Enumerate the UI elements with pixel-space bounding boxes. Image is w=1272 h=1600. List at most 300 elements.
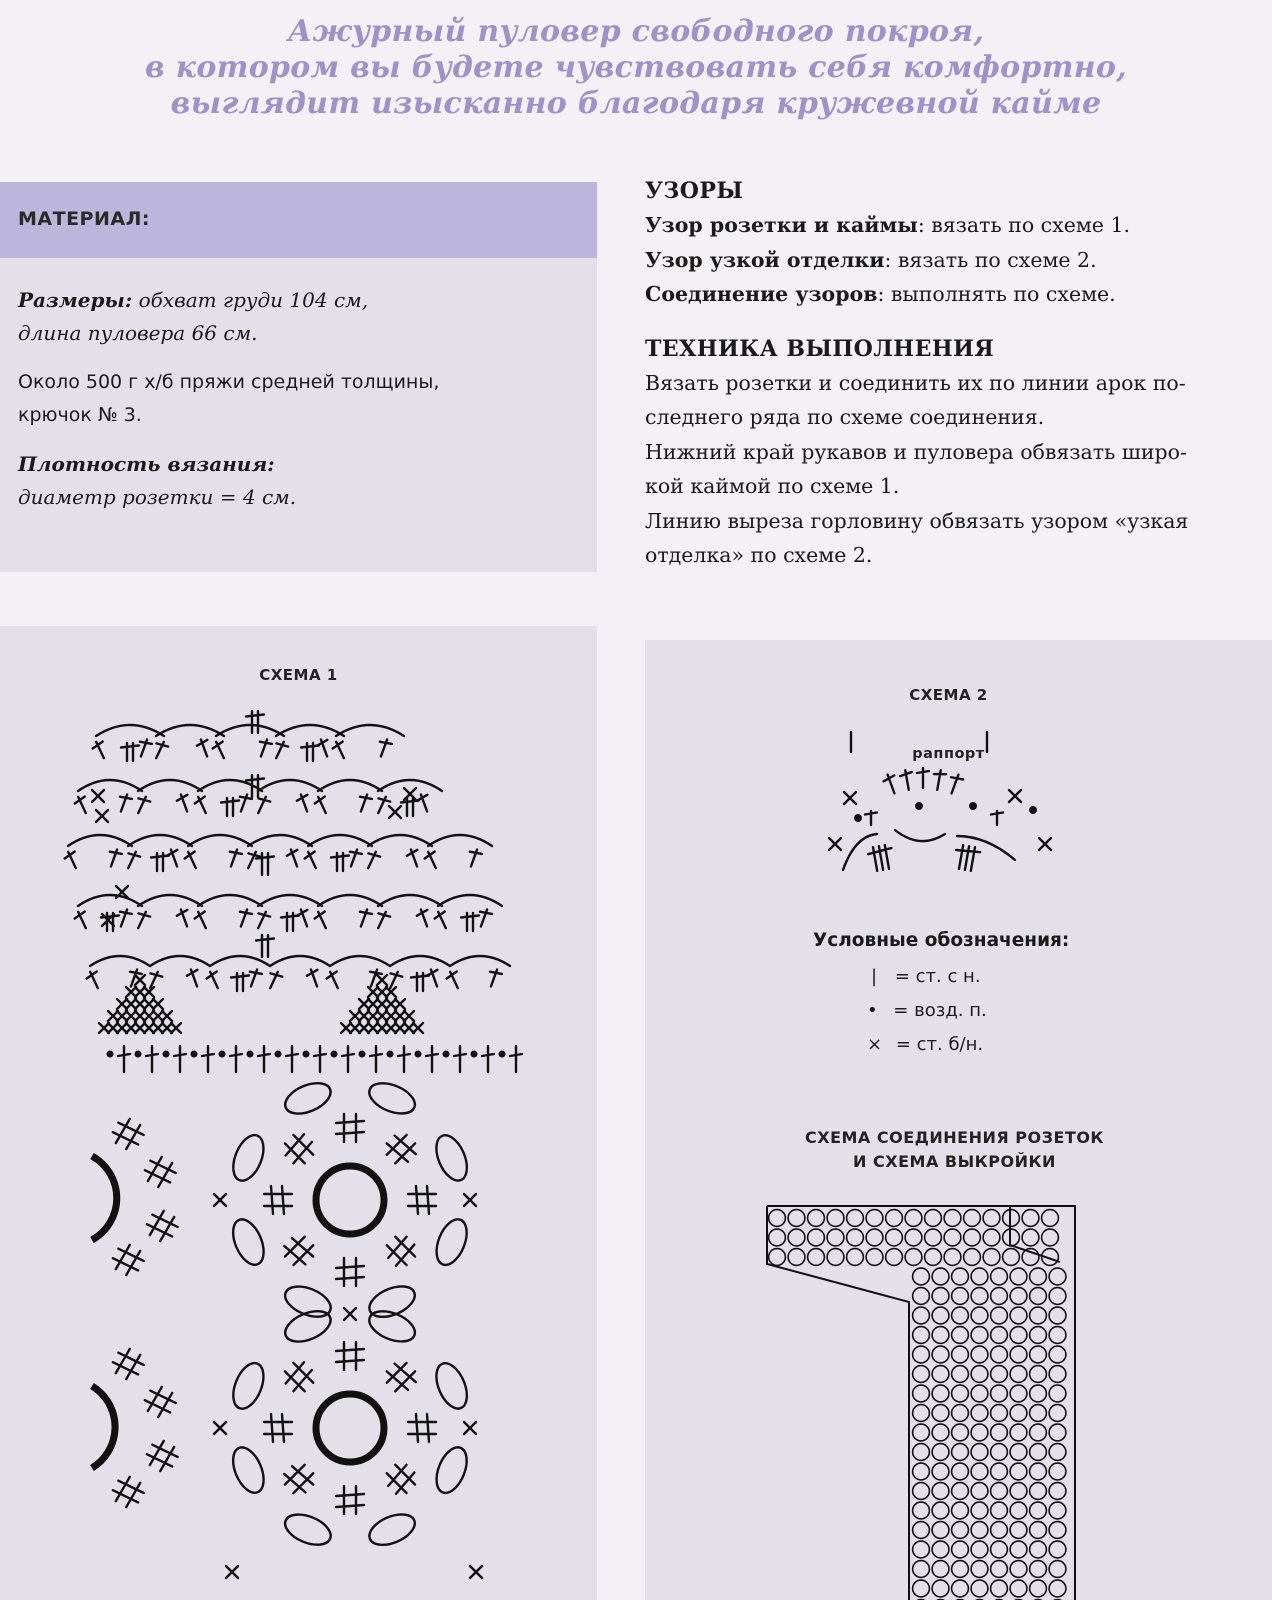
double-crochet-symbol xyxy=(246,711,264,733)
rosette-cell xyxy=(932,1268,949,1285)
single-crochet-symbol xyxy=(404,1023,414,1033)
rosette-cell xyxy=(1049,1385,1066,1402)
single-crochet-symbol xyxy=(153,1011,163,1021)
rosette-cell xyxy=(1010,1424,1027,1441)
single-crochet-symbol xyxy=(377,975,387,985)
sizes-paragraph xyxy=(18,284,579,350)
double-crochet-symbol xyxy=(230,1046,242,1072)
double-crochet-symbol xyxy=(235,792,252,813)
chain-symbol xyxy=(247,1051,254,1058)
rosette-ring xyxy=(316,1166,384,1234)
double-crochet-symbol xyxy=(286,1046,298,1072)
rosette-cell xyxy=(1030,1522,1047,1539)
rosette-cell xyxy=(932,1463,949,1480)
sizes-label: Размеры: xyxy=(18,288,133,312)
double-crochet-symbol xyxy=(73,794,91,815)
single-crochet-symbol xyxy=(99,1023,109,1033)
single-crochet-symbol xyxy=(350,1011,360,1021)
single-crochet-symbol xyxy=(108,1011,118,1021)
rosette-cell xyxy=(971,1424,988,1441)
single-crochet-symbol xyxy=(344,1308,356,1320)
yarn-paragraph xyxy=(18,366,579,432)
double-crochet-symbol xyxy=(295,792,312,813)
rosette-cell xyxy=(913,1424,930,1441)
pattern-text: : вязать по схеме 2. xyxy=(884,247,1097,272)
rosette-cell xyxy=(991,1327,1008,1344)
double-crochet-symbol xyxy=(133,794,151,815)
rosette-cell xyxy=(905,1229,922,1246)
rosette-cell xyxy=(913,1307,930,1324)
rosette-cell xyxy=(991,1502,1008,1519)
gauge-label: Плотность вязания: xyxy=(18,452,275,476)
chain-arc-symbol xyxy=(138,780,202,791)
petal-arc-symbol xyxy=(281,1077,335,1120)
double-crochet-symbol xyxy=(225,847,242,868)
petal-arc-symbol xyxy=(365,1508,419,1551)
rosette-cell xyxy=(971,1307,988,1324)
double-crochet-symbol xyxy=(375,737,392,758)
rosette-cell xyxy=(932,1366,949,1383)
double-crochet-symbol xyxy=(345,847,362,868)
headline-line-2: в котором вы будете чувствовать себя комфортно, xyxy=(145,50,1127,85)
cluster-symbol xyxy=(408,1186,436,1214)
rosette-cell xyxy=(952,1522,969,1539)
cluster-symbol xyxy=(109,1473,147,1511)
petal-arc-symbol xyxy=(365,1305,419,1347)
rosette-cell xyxy=(1010,1463,1027,1480)
rosette-cell xyxy=(886,1210,903,1227)
cluster-symbol xyxy=(109,1345,147,1383)
legend-text: = ст. с н. xyxy=(894,966,981,987)
rosette-cell xyxy=(991,1522,1008,1539)
rosette-cell xyxy=(932,1444,949,1461)
rosette-cell xyxy=(1049,1424,1066,1441)
legend-symbol: × xyxy=(867,1034,883,1055)
rosette-cell xyxy=(971,1463,988,1480)
chain-arc-symbol xyxy=(198,895,262,906)
single-crochet-symbol xyxy=(404,1011,414,1021)
double-crochet-symbol xyxy=(85,969,103,990)
technique-line: Нижний край рукавов и пуловера обвязать широ- xyxy=(645,439,1187,464)
rosette-cell xyxy=(971,1444,988,1461)
cluster-symbol xyxy=(381,1459,421,1499)
technique-line: следнего ряда по схеме соединения. xyxy=(645,405,1045,429)
rosette-cell xyxy=(925,1229,942,1246)
rosette-cell xyxy=(991,1268,1008,1285)
single-crochet-symbol xyxy=(126,1011,136,1021)
rosette-cell xyxy=(991,1307,1008,1324)
chain-arc-symbol xyxy=(318,780,382,791)
rosette-cell xyxy=(952,1288,969,1305)
cluster-symbol xyxy=(141,1153,179,1191)
cluster-symbol xyxy=(109,1241,147,1279)
single-crochet-symbol xyxy=(92,790,104,802)
double-crochet-symbol xyxy=(211,739,229,760)
cluster-symbol xyxy=(381,1357,421,1397)
rosette-cell xyxy=(1010,1405,1027,1422)
rosette-cell xyxy=(769,1210,786,1227)
rosette-cell xyxy=(1030,1541,1047,1558)
headline-line-3: выглядит изысканно благодаря кружевной кайме xyxy=(170,86,1102,121)
rosette-cell xyxy=(952,1424,969,1441)
material-box xyxy=(0,182,597,572)
rosette-cell xyxy=(971,1327,988,1344)
rosette-cell xyxy=(1010,1541,1027,1558)
rosette-cell xyxy=(769,1249,786,1266)
petal-arc-symbol xyxy=(281,1305,335,1348)
rosette-cell xyxy=(971,1522,988,1539)
rosette-cell xyxy=(932,1307,949,1324)
cluster-symbol xyxy=(109,1115,147,1153)
rosette-cell xyxy=(1049,1405,1066,1422)
single-crochet-symbol xyxy=(117,1011,127,1021)
rosette-cell xyxy=(1030,1268,1047,1285)
sizes-text-1: обхват груди 104 см, xyxy=(132,288,369,312)
cluster-symbol xyxy=(264,1186,292,1214)
cluster-symbol xyxy=(143,1207,181,1245)
pattern-item-3 xyxy=(645,277,1257,312)
cluster-symbol xyxy=(381,1231,421,1271)
single-crochet-symbol xyxy=(144,1011,154,1021)
chain-arc-symbol xyxy=(216,725,284,736)
rosette-cell xyxy=(971,1288,988,1305)
rosette-cell xyxy=(808,1249,825,1266)
double-crochet-symbol xyxy=(118,1046,130,1072)
gauge-paragraph xyxy=(18,448,579,514)
rosette-cell xyxy=(925,1249,942,1266)
rosette-cell xyxy=(932,1346,949,1363)
scheme-2-panel xyxy=(645,640,1272,1600)
double-crochet-symbol xyxy=(205,969,223,990)
single-crochet-symbol xyxy=(395,1023,405,1033)
chain-symbol xyxy=(163,1051,170,1058)
chain-symbol xyxy=(135,1051,142,1058)
chain-symbol xyxy=(191,1051,198,1058)
rosette-cell xyxy=(847,1210,864,1227)
petal-arc-symbol xyxy=(430,1359,473,1413)
rosette-cell xyxy=(991,1463,1008,1480)
rosette-cell xyxy=(1030,1327,1047,1344)
sizes-text-2: длина пуловера 66 см. xyxy=(18,321,258,345)
rosette-cell xyxy=(952,1366,969,1383)
double-crochet-symbol xyxy=(331,853,349,871)
chain-arc-symbol xyxy=(78,895,142,906)
chain-symbol xyxy=(107,1051,114,1058)
single-crochet-symbol xyxy=(153,1023,163,1033)
pattern-label: Соединение узоров xyxy=(645,282,878,306)
rosette-cell xyxy=(952,1268,969,1285)
rosette-cell xyxy=(991,1424,1008,1441)
rosette-cell xyxy=(1049,1502,1066,1519)
rosette-cell xyxy=(925,1210,942,1227)
chain-arc-symbol xyxy=(270,956,330,966)
rosette-cell xyxy=(1030,1385,1047,1402)
rosette-cell xyxy=(1010,1502,1027,1519)
rosette-cell xyxy=(932,1502,949,1519)
double-crochet-symbol xyxy=(255,737,272,758)
rosette-cell xyxy=(952,1327,969,1344)
double-crochet-symbol xyxy=(315,737,332,758)
double-crochet-symbol xyxy=(115,792,132,813)
single-crochet-symbol xyxy=(144,987,154,997)
material-title: МАТЕРИАЛ: xyxy=(0,182,597,258)
single-crochet-symbol xyxy=(226,1566,238,1578)
yarn-line-2: крючок № 3. xyxy=(18,404,142,426)
rosette-cell xyxy=(1049,1463,1066,1480)
pattern-item-1 xyxy=(645,208,1257,243)
double-crochet-symbol xyxy=(183,849,201,870)
rosette-cell xyxy=(932,1580,949,1597)
rosette-cell xyxy=(905,1249,922,1266)
rosette-cell xyxy=(1030,1483,1047,1500)
rosette-cell xyxy=(1030,1307,1047,1324)
single-crochet-symbol xyxy=(162,1011,172,1021)
single-crochet-symbol xyxy=(395,1011,405,1021)
rosette-cell xyxy=(1030,1424,1047,1441)
scheme-1-title: СХЕМА 1 xyxy=(259,666,338,684)
double-crochet-symbol xyxy=(123,849,141,870)
rosette-cell xyxy=(964,1210,981,1227)
rosette-cell xyxy=(932,1424,949,1441)
rosette-cell xyxy=(866,1229,883,1246)
rosette-cell xyxy=(913,1580,930,1597)
chain-symbol xyxy=(331,1051,338,1058)
rosette-cell xyxy=(886,1249,903,1266)
rosette-cell xyxy=(971,1541,988,1558)
rosette-cell xyxy=(1010,1580,1027,1597)
double-crochet-symbol xyxy=(405,847,422,868)
rosette-cell xyxy=(1030,1561,1047,1578)
double-crochet-symbol xyxy=(146,1046,158,1072)
rosette-cell xyxy=(788,1249,805,1266)
pattern-text: : выполнять по схеме. xyxy=(877,282,1116,306)
cluster-symbol xyxy=(336,1114,364,1142)
cluster-symbol xyxy=(141,1383,179,1421)
chain-arc-symbol xyxy=(450,956,510,966)
chain-symbol xyxy=(471,1051,478,1058)
rosette-cell xyxy=(1049,1580,1066,1597)
rosette-cell xyxy=(964,1229,981,1246)
double-crochet-symbol xyxy=(265,969,283,990)
rosette-cell xyxy=(964,1249,981,1266)
rosette-cell xyxy=(847,1249,864,1266)
rosette-cell xyxy=(932,1561,949,1578)
chain-arc-symbol xyxy=(378,895,442,906)
rosette-cell xyxy=(808,1210,825,1227)
double-crochet-symbol xyxy=(235,907,252,928)
double-crochet-symbol xyxy=(271,739,289,760)
double-crochet-symbol xyxy=(370,1046,382,1072)
rosette-cell xyxy=(866,1210,883,1227)
single-crochet-symbol xyxy=(377,1023,387,1033)
rosette-cell xyxy=(1049,1327,1066,1344)
rosette-cell xyxy=(1010,1327,1027,1344)
double-crochet-symbol xyxy=(231,973,249,991)
chain-arc-symbol xyxy=(90,956,150,966)
legend-text: = возд. п. xyxy=(893,1000,987,1021)
rosette-cell xyxy=(847,1229,864,1246)
rosette-cell xyxy=(971,1346,988,1363)
double-crochet-symbol xyxy=(281,913,299,931)
rosette-cell xyxy=(1049,1366,1066,1383)
rosette-cell xyxy=(1010,1346,1027,1363)
chain-symbol xyxy=(387,1051,394,1058)
double-crochet-symbol xyxy=(256,935,274,957)
chain-arc-symbol xyxy=(378,780,442,791)
single-crochet-symbol xyxy=(386,1023,396,1033)
rosette-cell xyxy=(827,1229,844,1246)
double-crochet-symbol xyxy=(243,849,261,870)
single-crochet-symbol xyxy=(341,1023,351,1033)
rosette-cell xyxy=(952,1444,969,1461)
double-crochet-symbol xyxy=(193,794,211,815)
petal-arc-symbol xyxy=(365,1280,419,1323)
legend-text: = ст. б/н. xyxy=(895,1034,984,1055)
petal-arc-symbol xyxy=(430,1131,473,1185)
single-crochet-symbol xyxy=(350,1023,360,1033)
chain-arc-symbol xyxy=(330,956,390,966)
double-crochet-symbol xyxy=(454,1046,466,1072)
rosette-cell xyxy=(971,1366,988,1383)
rosette-cell xyxy=(983,1210,1000,1227)
rosette-cell xyxy=(932,1327,949,1344)
technique-title: ТЕХНИКА ВЫПОЛНЕНИЯ xyxy=(645,335,995,362)
rosette-cell xyxy=(1010,1366,1027,1383)
chain-arc-symbol xyxy=(438,895,502,906)
rosette-cell xyxy=(1022,1229,1039,1246)
double-crochet-symbol xyxy=(331,739,349,760)
pattern-label: Узор узкой отделки xyxy=(645,247,885,272)
double-crochet-symbol xyxy=(133,909,151,930)
legend-symbol: • xyxy=(867,1000,878,1021)
chain-arc-symbol xyxy=(318,895,382,906)
double-crochet-symbol xyxy=(415,792,432,813)
chain-symbol xyxy=(499,1051,506,1058)
cluster-symbol xyxy=(279,1231,319,1271)
double-crochet-symbol xyxy=(151,853,169,871)
rosette-cell xyxy=(952,1483,969,1500)
rosette-cell xyxy=(991,1346,1008,1363)
single-crochet-symbol xyxy=(117,1023,127,1033)
single-crochet-symbol xyxy=(377,999,387,1009)
rosette-cell xyxy=(1049,1288,1066,1305)
double-crochet-symbol xyxy=(313,794,331,815)
chain-arc-symbol xyxy=(258,895,322,906)
rosette-cell xyxy=(913,1541,930,1558)
petal-arc-symbol xyxy=(281,1509,335,1551)
petal-arc-symbol xyxy=(227,1443,270,1497)
rosette-cell xyxy=(1030,1444,1047,1461)
double-crochet-symbol xyxy=(485,967,502,988)
chain-arc-symbol xyxy=(138,895,202,906)
single-crochet-symbol xyxy=(368,999,378,1009)
petal-arc-symbol xyxy=(431,1215,473,1269)
rosette-cell xyxy=(1010,1288,1027,1305)
single-crochet-symbol xyxy=(214,1194,226,1206)
double-crochet-symbol xyxy=(253,794,271,815)
double-crochet-symbol xyxy=(295,907,312,928)
page-headline xyxy=(0,14,1272,122)
rosette-cell xyxy=(886,1229,903,1246)
rosette-cell xyxy=(952,1385,969,1402)
double-crochet-symbol xyxy=(461,913,479,931)
rosette-cell xyxy=(1010,1307,1027,1324)
rosette-cell xyxy=(1049,1522,1066,1539)
chain-arc-symbol xyxy=(188,835,252,846)
double-crochet-symbol xyxy=(398,1046,410,1072)
chain-arc-symbol xyxy=(428,835,492,846)
rosette-cell xyxy=(1003,1249,1020,1266)
rosette-cell xyxy=(971,1483,988,1500)
chain-arc-symbol xyxy=(78,780,142,791)
double-crochet-symbol xyxy=(175,792,192,813)
rosette-cell xyxy=(952,1405,969,1422)
single-crochet-symbol xyxy=(126,987,136,997)
single-crochet-symbol xyxy=(464,1194,476,1206)
rapport-label: раппорт xyxy=(912,746,985,762)
double-crochet-symbol xyxy=(423,849,441,870)
rosette-cell xyxy=(991,1405,1008,1422)
rosette-cell xyxy=(1010,1268,1027,1285)
cluster-symbol xyxy=(336,1342,364,1370)
rosette-cell xyxy=(991,1444,1008,1461)
rosette-cell xyxy=(1022,1210,1039,1227)
rosette-cell xyxy=(983,1249,1000,1266)
rosette-cell xyxy=(971,1502,988,1519)
single-crochet-symbol xyxy=(135,975,145,985)
rosette-cell xyxy=(932,1405,949,1422)
double-crochet-symbol xyxy=(426,1046,438,1072)
rosette-cell xyxy=(769,1229,786,1246)
pattern-item-2 xyxy=(645,243,1257,278)
double-crochet-symbol xyxy=(510,1046,522,1072)
rosette-cell xyxy=(952,1502,969,1519)
petal-arc-symbol xyxy=(365,1077,419,1119)
double-crochet-symbol xyxy=(363,849,381,870)
double-crochet-symbol xyxy=(195,737,212,758)
cluster-symbol xyxy=(381,1129,421,1169)
double-crochet-symbol xyxy=(185,967,202,988)
rosette-cell xyxy=(913,1444,930,1461)
chain-arc-symbol xyxy=(308,835,372,846)
double-crochet-symbol xyxy=(475,907,492,928)
single-crochet-symbol xyxy=(96,810,108,822)
rosette-cell xyxy=(983,1229,1000,1246)
rosette-cell xyxy=(827,1249,844,1266)
rosette-cell xyxy=(1049,1268,1066,1285)
rosette-cell xyxy=(1049,1346,1066,1363)
double-crochet-symbol xyxy=(253,909,271,930)
petal-arc-symbol xyxy=(431,1443,473,1497)
rosette-cell xyxy=(952,1346,969,1363)
double-crochet-symbol xyxy=(425,967,442,988)
double-crochet-symbol xyxy=(105,847,122,868)
double-crochet-symbol xyxy=(221,798,239,816)
double-crochet-symbol xyxy=(115,907,132,928)
single-crochet-symbol xyxy=(144,1023,154,1033)
double-crochet-symbol xyxy=(415,907,432,928)
chain-arc-symbol xyxy=(336,725,404,736)
rosette-cell xyxy=(913,1405,930,1422)
double-crochet-symbol xyxy=(411,973,429,991)
rosette-cell xyxy=(1010,1444,1027,1461)
double-crochet-symbol xyxy=(342,1046,354,1072)
rosette-cell xyxy=(932,1483,949,1500)
single-crochet-symbol xyxy=(386,999,396,1009)
rosette-cell xyxy=(808,1229,825,1246)
cluster-symbol xyxy=(279,1459,319,1499)
rosette-cell xyxy=(944,1210,961,1227)
